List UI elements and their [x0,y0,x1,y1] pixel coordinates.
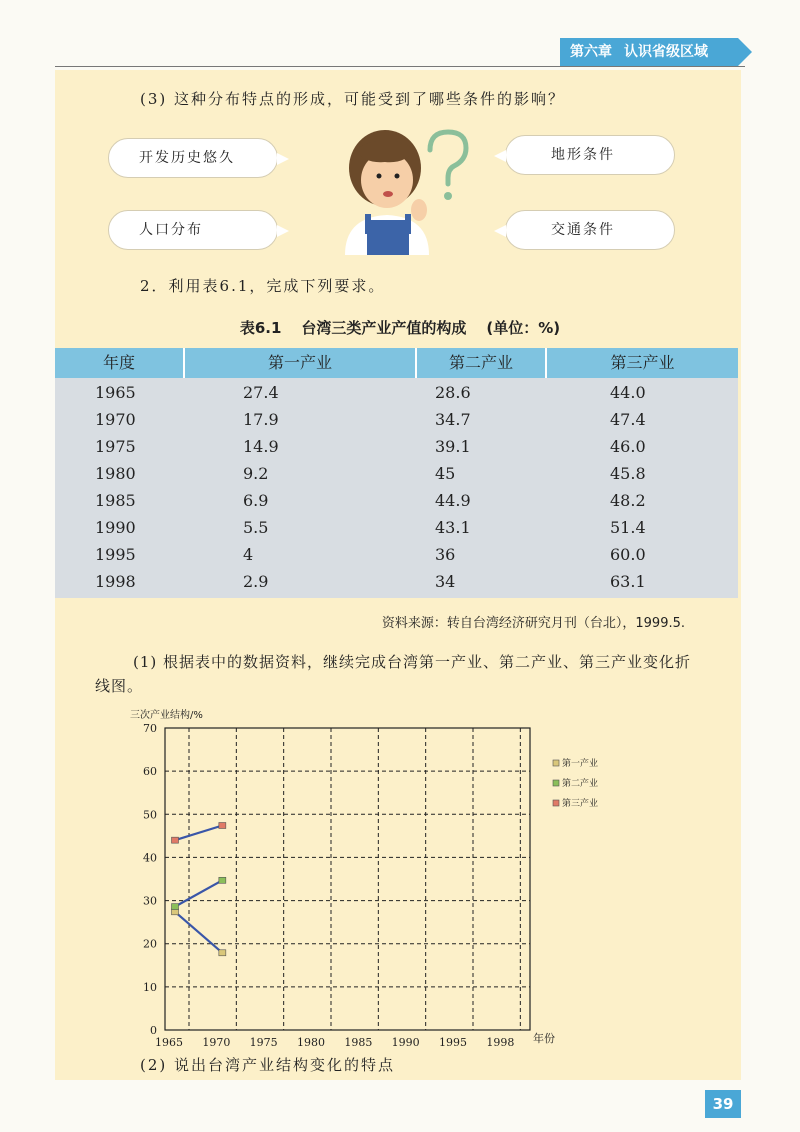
table-cell: 60.0 [610,545,646,564]
y-tick-label: 50 [143,808,157,822]
x-tick-label: 1965 [155,1036,183,1049]
table-row [55,568,738,595]
data-point [219,877,226,883]
table-cell: 9.2 [243,464,269,483]
section-label: 认识省级区域 [624,44,708,60]
table-cell: 47.4 [610,410,646,429]
question-2-2: (2) 说出台湾产业结构变化的特点 [140,1056,396,1074]
data-source: 资料来源：转自台湾经济研究月刊（台北），1999.5. [381,616,685,631]
chapter-label: 第六章 [570,44,612,60]
y-tick-label: 30 [143,894,157,908]
data-point [219,950,226,956]
table-cell: 48.2 [610,491,646,510]
y-tick-label: 60 [143,765,157,779]
table-cell: 46.0 [610,437,646,456]
bubble-transport [505,210,675,250]
table-cell: 36 [435,545,456,564]
table-cell: 28.6 [435,383,471,402]
bubble-terrain [505,135,675,175]
question-2: 2．利用表6.1，完成下列要求。 [140,277,386,295]
bubble-history [108,138,278,178]
header-primary: 第一产业 [267,353,332,372]
x-tick-label: 1980 [297,1036,325,1049]
table-row [55,406,738,433]
table-cell: 1975 [95,437,136,456]
table-cell: 14.9 [243,437,279,456]
table-cell: 1990 [95,518,136,537]
bubble-transport-text: 交通条件 [551,222,615,238]
y-tick-label: 10 [143,980,157,994]
table-number: 表6.1 [239,319,282,337]
bubble-history-text: 开发历史悠久 [139,150,235,166]
table-cell: 1970 [95,410,136,429]
question-3: (3) 这种分布特点的形成，可能受到了哪些条件的影响？ [140,90,566,108]
table-caption [0,317,800,338]
page-number: 39 [705,1090,741,1118]
child-illustration [325,120,475,255]
table-unit: (单位：%) [486,319,561,337]
industry-table [55,348,738,598]
industry-line-chart [95,700,655,1050]
bubble-population-text: 人口分布 [139,222,203,238]
data-point [172,837,179,843]
y-tick-label: 20 [143,937,157,951]
header-tertiary: 第三产业 [610,353,675,372]
bubble-tail [277,225,289,237]
data-point [219,823,226,829]
x-tick-label: 1998 [486,1036,515,1049]
legend-label: 第三产业 [562,799,599,809]
header-year: 年度 [102,353,135,372]
table-cell: 43.1 [435,518,471,537]
table-cell: 44.0 [610,383,646,402]
table-cell: 45 [435,464,456,483]
table-cell: 39.1 [435,437,471,456]
series-line [175,880,222,906]
table-header [55,348,738,378]
table-cell: 2.9 [243,572,269,591]
bubble-population [108,210,278,250]
table-cell: 6.9 [243,491,269,510]
legend-marker [553,780,559,786]
table-row [55,487,738,514]
bubble-tail [277,153,289,165]
chapter-tab-arrow [738,38,752,66]
y-tick-label: 0 [150,1024,157,1037]
table-cell: 1995 [95,545,136,564]
table-cell: 1965 [95,383,136,402]
table-cell: 45.8 [610,464,646,483]
table-cell: 4 [243,545,254,564]
table-cell: 34 [435,572,456,591]
table-cell: 17.9 [243,410,279,429]
legend-label: 第二产业 [562,779,599,789]
series-line [175,912,222,953]
legend-marker [553,760,559,766]
table-cell: 44.9 [435,491,471,510]
series-line [175,826,222,841]
table-row [55,379,738,406]
y-axis-label: 三次产业结构/% [130,710,203,721]
table-row [55,433,738,460]
x-tick-label: 1995 [439,1036,467,1049]
table-row [55,514,738,541]
table-row [55,460,738,487]
data-point [172,904,179,910]
header-secondary: 第二产业 [448,353,513,372]
x-tick-label: 1985 [344,1036,373,1049]
bubble-terrain-text: 地形条件 [551,147,615,163]
question-2-1: (1) 根据表中的数据资料，继续完成台湾第一产业、第二产业、第三产业变化折线图。 [95,653,692,695]
header-rule [55,66,745,67]
x-axis-label: 年份 [533,1032,555,1045]
table-cell: 1998 [95,572,136,591]
x-tick-label: 1970 [202,1036,231,1049]
table-cell: 27.4 [243,383,279,402]
legend-marker [553,800,559,806]
x-tick-label: 1990 [391,1036,420,1049]
chapter-tab [560,38,738,66]
legend-label: 第一产业 [562,759,599,769]
table-cell: 1985 [95,491,136,510]
table-cell: 63.1 [610,572,646,591]
table-cell: 5.5 [243,518,269,537]
x-tick-label: 1975 [249,1036,278,1049]
table-title: 台湾三类产业产值的构成 [301,319,467,337]
bubble-tail [494,225,506,237]
table-cell: 34.7 [435,410,471,429]
y-tick-label: 70 [143,722,157,735]
table-row [55,541,738,568]
y-tick-label: 40 [143,851,157,865]
table-cell: 51.4 [610,518,646,537]
table-cell: 1980 [95,464,136,483]
bubble-tail [494,150,506,162]
